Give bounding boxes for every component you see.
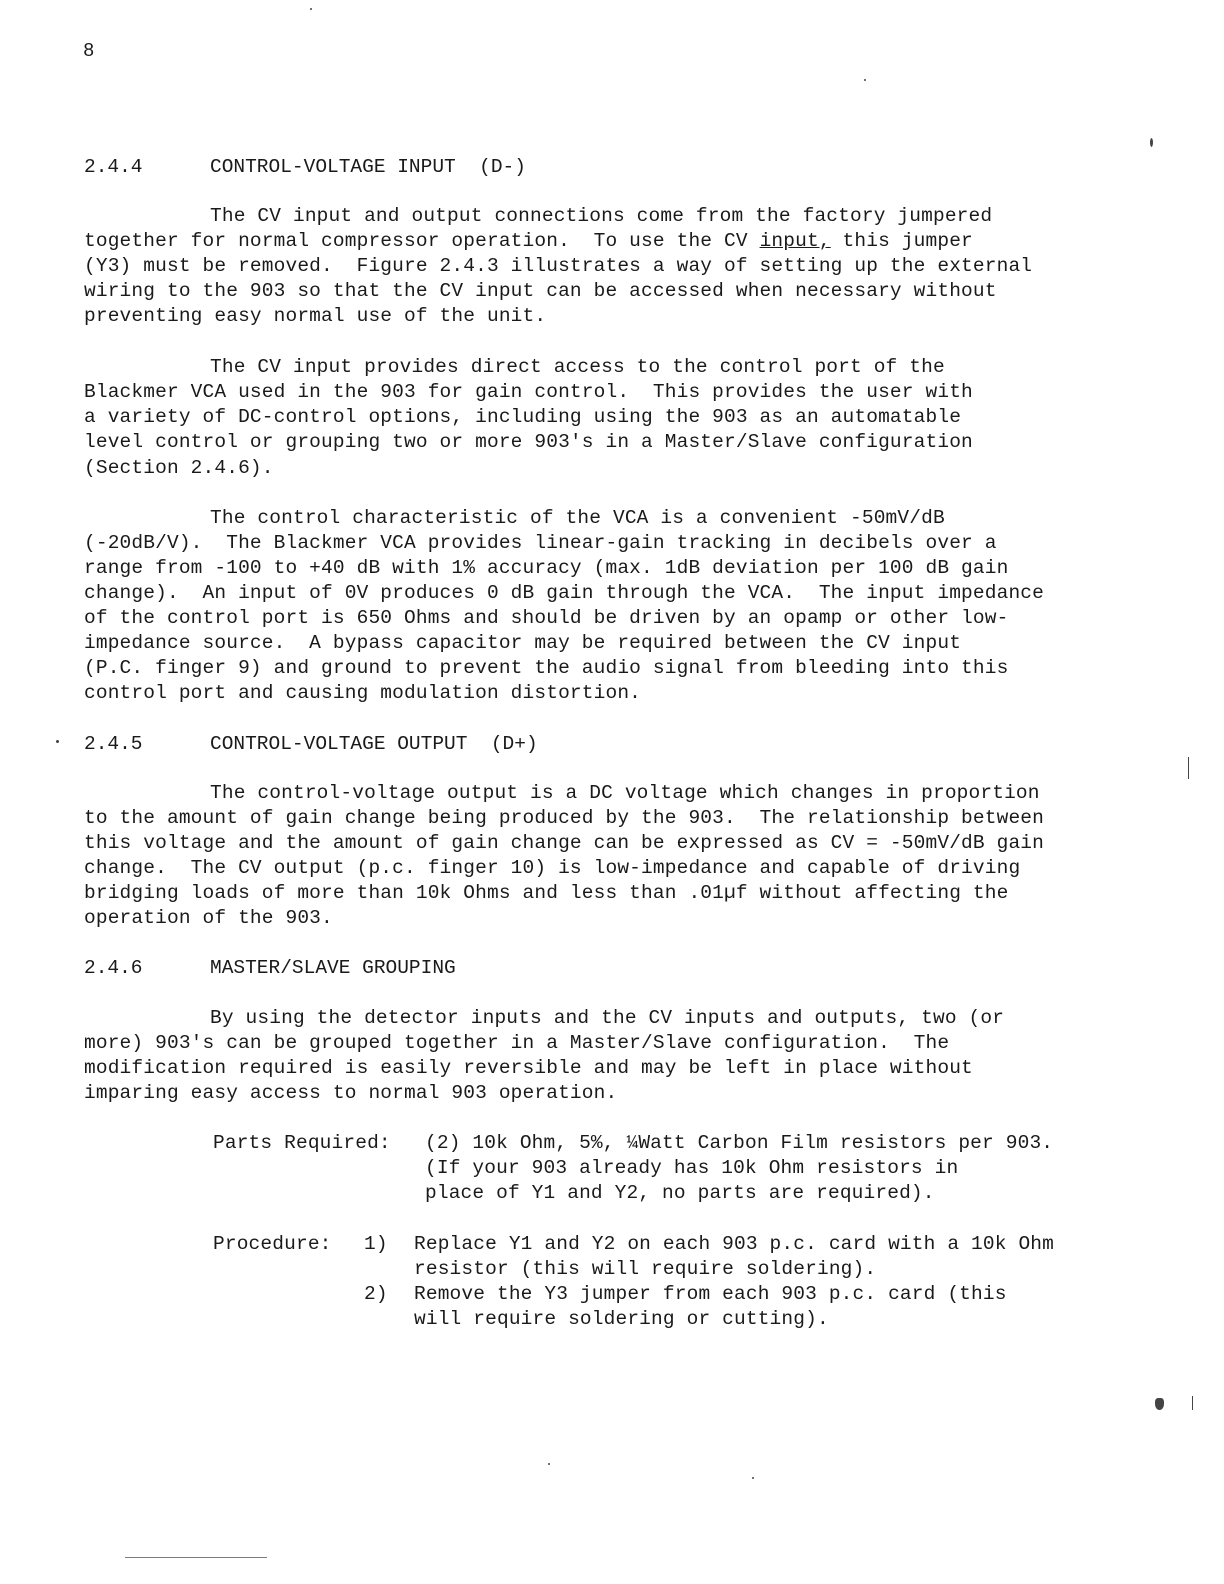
scan-speck <box>56 740 59 743</box>
paragraph-line: change). An input of 0V produces 0 dB gain through the VCA. The input impedance <box>84 582 1045 604</box>
section-2-4-5-number: 2.4.5 <box>84 733 143 755</box>
scan-speck <box>1155 1398 1164 1410</box>
paragraph-line: The CV input and output connections come from the factory jumpered <box>210 205 993 227</box>
procedure-step-line: Replace Y1 and Y2 on each 903 p.c. card with a 10k Ohm <box>414 1233 1055 1255</box>
paragraph-line: this voltage and the amount of gain change can be expressed as CV = -50mV/dB gain <box>84 832 1045 854</box>
scan-speck <box>1150 138 1153 147</box>
section-2-4-5-title: CONTROL-VOLTAGE OUTPUT (D+) <box>210 733 538 755</box>
procedure-step-number: 2) <box>364 1283 388 1305</box>
paragraph-line: (Y3) must be removed. Figure 2.4.3 illustrates a way of setting up the external <box>84 255 1033 277</box>
procedure-step-line: resistor (this will require soldering). <box>414 1258 877 1280</box>
text-span: this jumper <box>830 230 973 252</box>
paragraph-line: bridging loads of more than 10k Ohms and less than .01µf without affecting the <box>84 882 1009 904</box>
paragraph-line: operation of the 903. <box>84 907 333 929</box>
scan-speck <box>1192 1396 1193 1410</box>
paragraph-line: level control or grouping two or more 903's in a Master/Slave configuration <box>84 431 973 453</box>
paragraph-line: (P.C. finger 9) and ground to prevent the audio signal from bleeding into this <box>84 657 1009 679</box>
paragraph-line: more) 903's can be grouped together in a Master/Slave configuration. The <box>84 1032 950 1054</box>
paragraph-line: preventing easy normal use of the unit. <box>84 305 547 327</box>
paragraph-line: control port and causing modulation distortion. <box>84 682 642 704</box>
scan-speck <box>548 1463 550 1465</box>
paragraph-line: (-20dB/V). The Blackmer VCA provides linear-gain tracking in decibels over a <box>84 532 997 554</box>
paragraph-line: of the control port is 650 Ohms and should be driven by an opamp or other low- <box>84 607 1009 629</box>
parts-required-label: Parts Required: <box>213 1132 391 1154</box>
procedure-label: Procedure: <box>213 1233 332 1255</box>
procedure-step-line: Remove the Y3 jumper from each 903 p.c. card (this <box>414 1283 1007 1305</box>
paragraph-line: imparing easy access to normal 903 operation. <box>84 1082 618 1104</box>
scan-speck <box>1188 757 1189 779</box>
section-2-4-4-title: CONTROL-VOLTAGE INPUT (D-) <box>210 156 526 178</box>
underlined-word: input, <box>759 230 831 252</box>
paragraph-line: range from -100 to +40 dB with 1% accuracy (max. 1dB deviation per 100 dB gain <box>84 557 1009 579</box>
paragraph-line: change. The CV output (p.c. finger 10) is low-impedance and capable of driving <box>84 857 1021 879</box>
parts-line: place of Y1 and Y2, no parts are required). <box>425 1182 935 1204</box>
parts-line: (2) 10k Ohm, 5%, ¼Watt Carbon Film resistors per 903. <box>425 1132 1054 1154</box>
scan-speck <box>752 1477 754 1479</box>
paragraph-line: to the amount of gain change being produced by the 903. The relationship between <box>84 807 1045 829</box>
paragraph-line: The control characteristic of the VCA is a convenient -50mV/dB <box>210 507 945 529</box>
parts-line: (If your 903 already has 10k Ohm resistors in <box>425 1157 959 1179</box>
footer-rule <box>125 1557 267 1558</box>
section-2-4-6-title: MASTER/SLAVE GROUPING <box>210 957 456 979</box>
procedure-step-line: will require soldering or cutting). <box>414 1308 829 1330</box>
paragraph-line <box>84 229 973 254</box>
paragraph-line: The CV input provides direct access to the control port of the <box>210 356 945 378</box>
paragraph-line: The control-voltage output is a DC voltage which changes in proportion <box>210 782 1040 804</box>
paragraph-line: a variety of DC-control options, including using the 903 as an automatable <box>84 406 962 428</box>
section-2-4-4-number: 2.4.4 <box>84 156 143 178</box>
paragraph-line: wiring to the 903 so that the CV input can be accessed when necessary without <box>84 280 997 302</box>
text-span: together for normal compressor operation. To use the CV <box>84 230 760 252</box>
paragraph-line: modification required is easily reversible and may be left in place without <box>84 1057 973 1079</box>
paragraph-line: (Section 2.4.6). <box>84 457 274 479</box>
paragraph-line: By using the detector inputs and the CV inputs and outputs, two (or <box>210 1007 1005 1029</box>
paragraph-line: impedance source. A bypass capacitor may be required between the CV input <box>84 632 962 654</box>
section-2-4-6-number: 2.4.6 <box>84 957 143 979</box>
paragraph-line: Blackmer VCA used in the 903 for gain control. This provides the user with <box>84 381 973 403</box>
procedure-step-number: 1) <box>364 1233 388 1255</box>
scan-speck <box>310 8 312 10</box>
scan-speck <box>864 79 866 81</box>
page-number: 8 <box>83 40 95 62</box>
